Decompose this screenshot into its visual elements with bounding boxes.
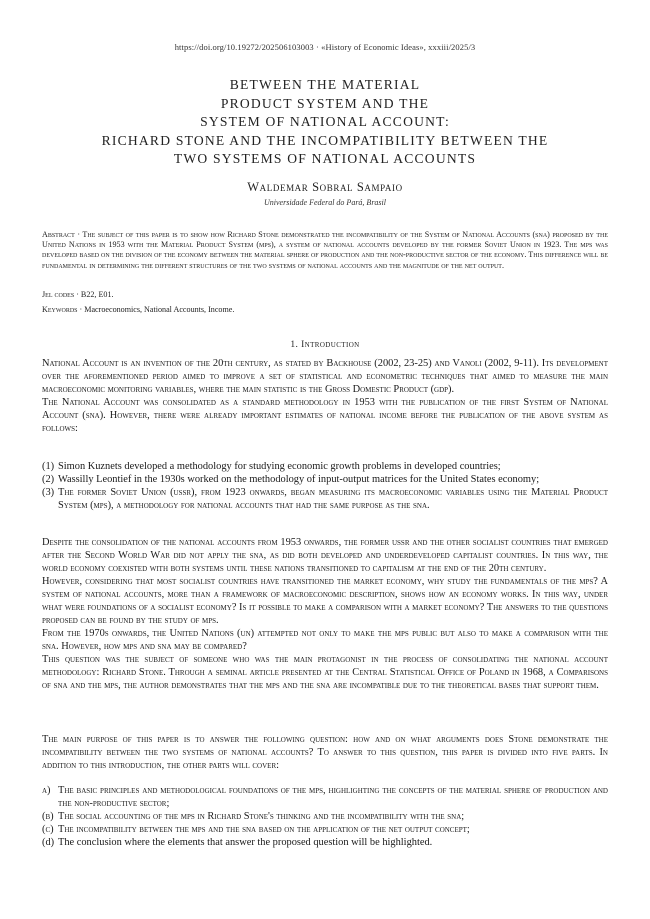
title-line-4: RICHARD STONE AND THE INCOMPATIBILITY BETWEEN THE	[101, 132, 549, 148]
jel-label: Jel codes	[42, 290, 75, 299]
paragraph-4: However, considering that most socialist countries have transitioned the market economy, why study the fundamentals of the mps? A system of national accounts, more than a framework of macroeconomic description, shows how an economy works. In this way, under what were foundations of a socialist economy? Is it possible to make a comparison with a market economy? The answers to the questions proposed can be found by the study of mps.	[42, 576, 608, 626]
author-name: Waldemar Sobral Sampaio	[247, 180, 403, 194]
list-item	[42, 823, 608, 836]
keywords-text: · Macroeconomics, National Accounts, Income.	[77, 305, 235, 314]
list-national-income	[42, 460, 608, 512]
jel-text: · B22, E01.	[74, 290, 114, 299]
list-paper-parts	[42, 784, 608, 849]
paragraph-1	[42, 357, 608, 396]
paragraph-5: From the 1970s onwards, the United Nations (un) attempted not only to make the mps public but also to make a comparison with the sna. However, how mps and sna may be compared?	[42, 628, 608, 652]
paper-title	[40, 76, 610, 169]
list-marker: (1)	[42, 461, 55, 472]
title-line-2: PRODUCT SYSTEM AND THE	[220, 95, 430, 111]
title-line-3: SYSTEM OF NATIONAL ACCOUNT:	[200, 114, 450, 129]
list-item-text: The social accounting of the mps in Richard Stone's thinking and the incompatibility with the sna;	[58, 811, 465, 822]
list-item-text: The incompatibility between the mps and the sna based on the application of the net output concept;	[58, 824, 470, 835]
jel-codes	[42, 290, 608, 299]
section-heading: 1. Introduction	[290, 340, 360, 350]
list-marker: (2)	[42, 474, 55, 485]
paragraph-2: The National Account was consolidated as a standard methodology in 1953 with the publication of the first System of National Account (sna). However, there were already important estimates of national income before the publication of the above system as follows:	[42, 397, 608, 434]
intro-block-3	[42, 733, 608, 772]
list-marker: (b)	[42, 811, 54, 822]
abstract-text: · The subject of this paper is to show how Richard Stone demonstrated the incompatibility of the System of National Accounts (sna) proposed by the United Nations in 1953 with the Material Product System (mps), a system of national accounts developed by the former Soviet Union in 1923. The mps was developed based on the division of the economy between the material sphere of production and the non-productive sector of the economy. This difference will be fundamental in determining the different structures of the two systems of national accounts and the magnitude of the net output.	[42, 230, 608, 270]
intro-block-1	[42, 357, 608, 435]
paragraph-1-text: is an invention of the 20th century, as stated by Backhouse (2002, 23-25) and Vanoli (2002, 9-11). Its development over the aforementioned period aimed to improve a set of statistical and econometric techniques that aimed to measure the main macroeconomic monitoring variables, where the main statistic is the Gross Domestic Product (gdp).	[42, 358, 608, 395]
abstract-label: Abstract	[42, 230, 75, 239]
title-line-1: BETWEEN THE MATERIAL	[229, 77, 421, 92]
lead-words: National Account	[42, 358, 119, 369]
list-marker: (3)	[42, 487, 55, 498]
list-item	[42, 473, 608, 486]
list-item	[42, 460, 608, 473]
list-item	[42, 486, 608, 512]
list-item	[42, 810, 608, 823]
intro-block-2	[42, 536, 608, 692]
paragraph-6: This question was the subject of someone who was the main protagonist in the process of consolidating the national account methodology: Richard Stone. Through a seminal article presented at the Central Statistical Office of Poland in 1968, a Comparisons of sna and the mps, the author demonstrates that the mps and the sna are incompatible due to the theoretical bases that support them.	[42, 654, 608, 691]
list-item-text: Wassilly Leontief in the 1930s worked on the methodology of input-output matrices for the United States economy;	[58, 474, 540, 485]
running-header: https://doi.org/10.19272/202506103003 · «History of Economic Ideas», xxxiii/2025/3	[174, 42, 476, 52]
list-item-text: The basic principles and methodological foundations of the mps, highlighting the concepts of the material sphere of production and the non-productive sector;	[58, 785, 608, 809]
list-item-text: Simon Kuznets developed a methodology for studying economic growth problems in developed countries;	[58, 461, 501, 472]
author-affiliation: Universidade Federal do Pará, Brasil	[264, 198, 386, 207]
list-marker: (c)	[42, 824, 54, 835]
abstract	[42, 230, 608, 271]
title-line-5: TWO SYSTEMS OF NATIONAL ACCOUNTS	[173, 151, 477, 166]
paragraph-3: Despite the consolidation of the national accounts from 1953 onwards, the former ussr and the other socialist countries that emerged after the Second World War did not apply the sna, as did both developed and underdeveloped capitalist countries. In this way, the world economy coexisted with both systems until these nations transitioned to capitalism at the end of the 20th century.	[42, 537, 608, 574]
list-marker: (d)	[42, 837, 55, 848]
list-marker: a)	[42, 785, 51, 796]
paragraph-7: The main purpose of this paper is to answer the following question: how and on what arguments does Stone demonstrate the incompatibility between the two systems of national accounts? To answer to this question, this paper is divided into five parts. In addition to this introduction, the other parts will cover:	[42, 734, 608, 771]
keywords	[42, 305, 608, 314]
keywords-label: Keywords	[42, 305, 78, 314]
list-item-text: The former Soviet Union (ussr), from 1923 onwards, began measuring its macroeconomic variables using the Material Product System (mps), a methodology for national accounts that had the same purpose as the sna.	[58, 487, 608, 511]
list-item-text: The conclusion where the elements that answer the proposed question will be highlighted.	[58, 837, 433, 848]
list-item	[42, 784, 608, 810]
list-item	[42, 836, 608, 849]
